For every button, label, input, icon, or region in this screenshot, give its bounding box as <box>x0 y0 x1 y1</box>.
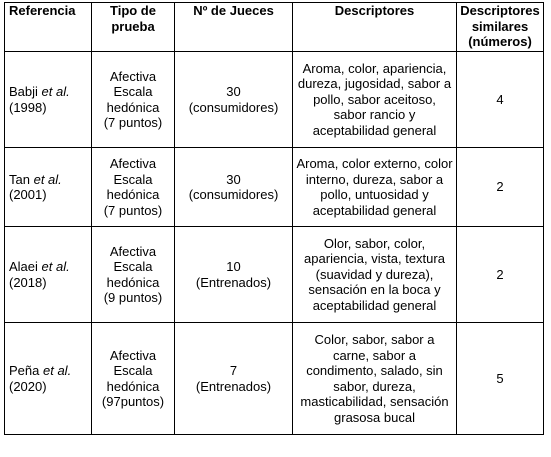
test-type-line: Afectiva <box>109 243 157 259</box>
judges-type: (consumidores) <box>188 99 279 115</box>
test-type-cell <box>92 227 175 323</box>
similar-count-cell: 2 <box>457 227 544 323</box>
test-type-line: Afectiva <box>109 156 157 171</box>
judges-type: (consumidores) <box>188 187 279 202</box>
reference-etal: et al. <box>41 84 70 99</box>
descriptors-cell: Aroma, color, apariencia, dureza, jugosidad, sabor a pollo, sabor aceitoso, sabor rancio y aceptabilidad general <box>293 52 457 148</box>
test-type-line: Afectiva <box>109 68 157 84</box>
reference-etal: et al. <box>41 259 70 274</box>
judges-count: 30 <box>226 171 241 187</box>
descriptors-cell: Aroma, color externo, color interno, dureza, sabor a pollo, untuosidad y aceptabilidad general <box>293 148 457 227</box>
reference-cell <box>5 148 92 227</box>
similar-count-cell: 4 <box>457 52 544 148</box>
descriptors-cell: Color, sabor, sabor a carne, sabor a condimento, salado, sin sabor, dureza, masticabilidad, sensación grasosa bucal <box>293 323 457 435</box>
test-type-line: hedónica <box>106 99 160 115</box>
header-jueces: Nº de Jueces <box>175 3 293 52</box>
test-type-line: Escala <box>113 84 153 99</box>
test-type-line: hedónica <box>106 274 160 290</box>
reference-year: (1998) <box>9 99 47 115</box>
judges-type: (Entrenados) <box>195 378 272 394</box>
reference-cell <box>5 52 92 148</box>
reference-year: (2020) <box>9 378 47 394</box>
header-tipo-prueba: Tipo de prueba <box>92 3 175 52</box>
descriptors-table <box>4 2 544 435</box>
judges-count: 7 <box>229 363 238 378</box>
reference-author-line <box>9 172 88 188</box>
judges-cell <box>175 148 293 227</box>
test-type-cell <box>92 52 175 148</box>
table-row <box>5 52 544 148</box>
test-type-line: (7 puntos) <box>103 115 163 130</box>
similar-count-cell: 5 <box>457 323 544 435</box>
reference-etal: et al. <box>43 363 72 378</box>
test-type-line: hedónica <box>106 187 160 202</box>
header-row <box>5 3 544 52</box>
test-type-line: Afectiva <box>109 347 157 363</box>
reference-etal: et al. <box>33 171 62 187</box>
table-row <box>5 148 544 227</box>
test-type-cell <box>92 323 175 435</box>
table-row <box>5 227 544 323</box>
table-container <box>4 2 544 435</box>
reference-author-line <box>9 363 88 379</box>
judges-cell <box>175 227 293 323</box>
test-type-line: Escala <box>113 259 153 274</box>
judges-count: 30 <box>226 84 241 99</box>
test-type-line: Escala <box>113 363 153 378</box>
reference-author: Babji <box>9 84 38 99</box>
test-type-cell <box>92 148 175 227</box>
header-similares: Descriptores similares (números) <box>457 3 544 52</box>
reference-year: (2001) <box>9 187 47 202</box>
reference-author-line <box>9 259 88 275</box>
header-referencia: Referencia <box>5 3 92 52</box>
reference-author-line <box>9 84 88 100</box>
table-row <box>5 323 544 435</box>
reference-year: (2018) <box>9 274 47 290</box>
descriptors-cell: Olor, sabor, color, apariencia, vista, textura (suavidad y dureza), sensación en la boca y aceptabilidad general <box>293 227 457 323</box>
test-type-line: Escala <box>113 171 153 187</box>
test-type-line: (97puntos) <box>101 394 165 409</box>
test-type-line: (7 puntos) <box>103 202 163 218</box>
similar-count-cell: 2 <box>457 148 544 227</box>
judges-type: (Entrenados) <box>195 274 272 290</box>
judges-cell <box>175 52 293 148</box>
test-type-line: hedónica <box>106 378 160 394</box>
header-descriptores: Descriptores <box>293 3 457 52</box>
reference-author: Tan <box>9 171 30 187</box>
reference-cell <box>5 227 92 323</box>
reference-author: Peña <box>9 363 40 378</box>
test-type-line: (9 puntos) <box>103 290 163 305</box>
judges-cell <box>175 323 293 435</box>
reference-author: Alaei <box>9 259 38 274</box>
reference-cell <box>5 323 92 435</box>
judges-count: 10 <box>226 259 241 274</box>
